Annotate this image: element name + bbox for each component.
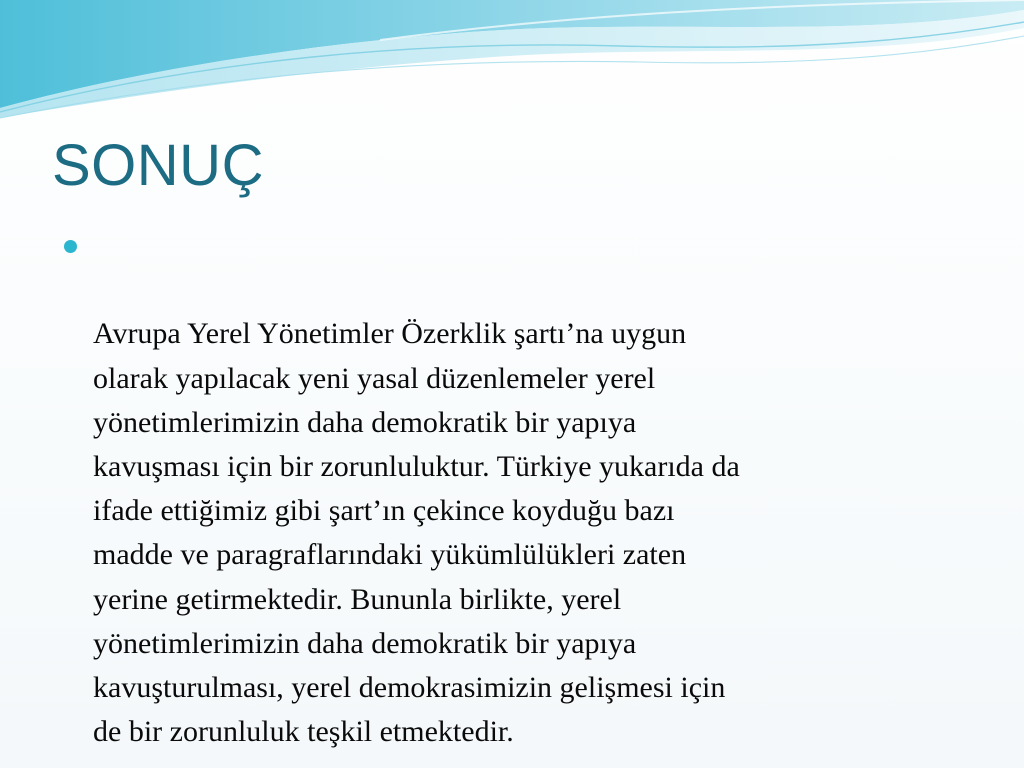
slide-title: SONUÇ bbox=[52, 133, 264, 198]
bullet-dot-icon bbox=[64, 240, 77, 253]
bullet-text: Avrupa Yerel Yönetimler Özerklik şartı’na uygun olarak yapılacak yeni yasal düzenlemeler yerel yönetimlerimizin daha demokratik bir yapıya kavuşması için bir zorunluluktur. Türkiye yukarıda da ifade ettiğimiz gibi şart’ın çekince koyduğu bazı madde ve paragraflarındaki yükümlülükleri zaten yerine getirmektedir. Bununla birlikte, yerel yönetimlerimizin daha demokratik bir yapıya kavuşturulması, yerel demokrasimizin gelişmesi için de bir zorunluluk teşkil etmektedir. bbox=[93, 317, 740, 749]
decorative-wave-header bbox=[0, 0, 1024, 130]
slide-content bbox=[64, 224, 964, 754]
bullet-item bbox=[64, 224, 964, 754]
